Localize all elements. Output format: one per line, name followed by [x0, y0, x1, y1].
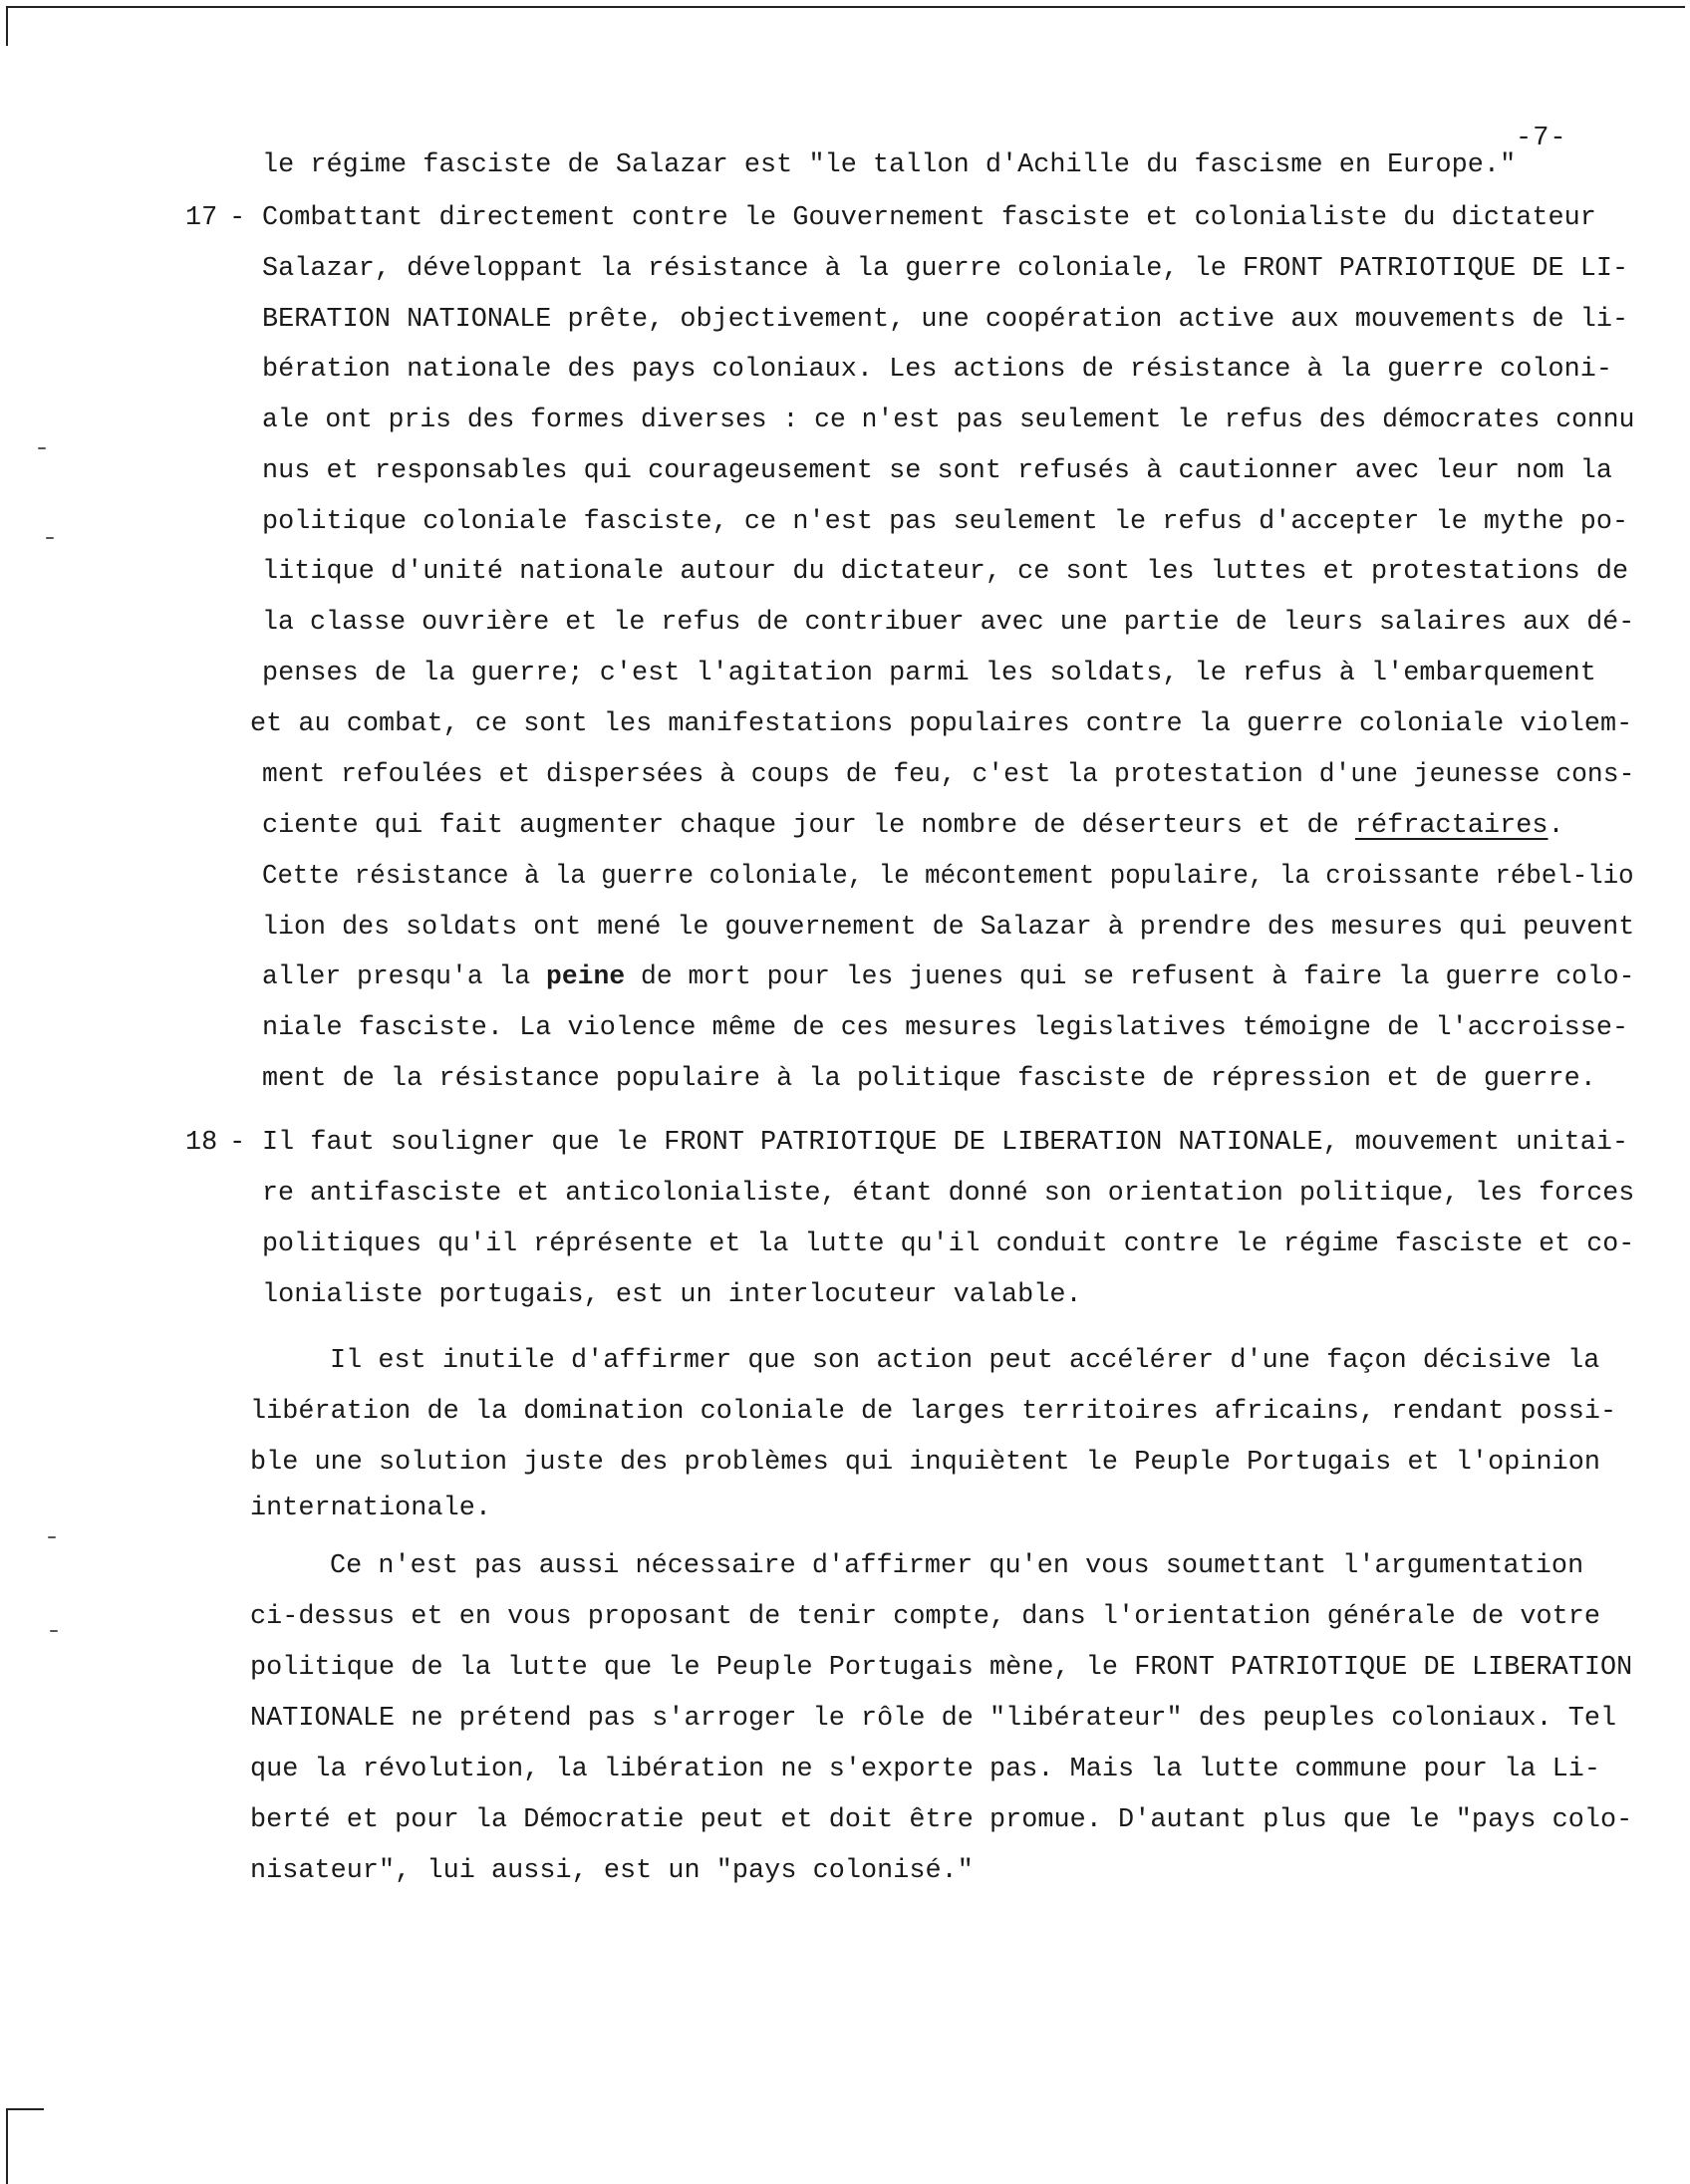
text-line: lonialiste portugais, est un interlocuteur valable.: [262, 1280, 1082, 1310]
overstruck-word: peine: [546, 962, 626, 992]
page-border-bottom: [6, 2108, 44, 2110]
text-line: litique d'unité nationale autour du dictateur, ce sont les luttes et protestations de: [262, 557, 1629, 587]
item-number-18: 18 -: [185, 1128, 246, 1158]
text-line: aller presqu'a la peine de mort pour les juenes qui se refusent à faire la guerre colo-: [262, 962, 1635, 992]
text-line: que la révolution, la libération ne s'exporte pas. Mais la lutte commune pour la Li-: [250, 1755, 1600, 1784]
text-line: politique coloniale fasciste, ce n'est pas seulement le refus d'accepter le mythe po-: [262, 507, 1629, 537]
text-line: libération de la domination coloniale de larges territoires africains, rendant possi-: [250, 1397, 1617, 1427]
page-border-bottom-left: [6, 2108, 8, 2184]
text-line: Cette résistance à la guerre coloniale, le mécontement populaire, la croissante rébel-lio: [262, 862, 1634, 892]
scan-mark: [38, 447, 46, 449]
text-line: penses de la guerre; c'est l'agitation parmi les soldats, le refus à l'embarquement: [262, 659, 1596, 688]
text-line: Ce n'est pas aussi nécessaire d'affirmer qu'en vous soumettant l'argumentation: [330, 1551, 1584, 1581]
text-line: lion des soldats ont mené le gouvernement de Salazar à prendre des mesures qui peuvent: [262, 913, 1635, 943]
text-line: Combattant directement contre le Gouvernement fasciste et colonialiste du dictateur: [262, 203, 1596, 233]
text-line: ment de la résistance populaire à la politique fasciste de répression et de guerre.: [262, 1064, 1596, 1094]
page-border-top: [6, 6, 1685, 8]
text-line: la classe ouvrière et le refus de contribuer avec une partie de leurs salaires aux dé-: [262, 608, 1635, 638]
text-line: Salazar, développant la résistance à la guerre coloniale, le FRONT PATRIOTIQUE DE LI-: [262, 254, 1629, 284]
underlined-word: réfractaires: [1354, 811, 1549, 841]
text-line: et au combat, ce sont les manifestations populaires contre la guerre coloniale violem-: [250, 709, 1633, 739]
text-line: berté et pour la Démocratie peut et doit être promue. D'autant plus que le "pays colo-: [250, 1805, 1633, 1835]
scan-mark: [50, 1630, 58, 1632]
text-line: BERATION NATIONALE prête, objectivement, une coopération active aux mouvements de li-: [262, 305, 1629, 335]
text-line: bération nationale des pays coloniaux. Les actions de résistance à la guerre coloni-: [262, 355, 1612, 385]
text-line: ale ont pris des formes diverses : ce n'est pas seulement le refus des démocrates connu: [262, 406, 1635, 435]
text-line: ment refoulées et dispersées à coups de feu, c'est la protestation d'une jeunesse cons-: [262, 760, 1635, 790]
page-border-top-left: [6, 6, 8, 46]
text-line: nisateur", lui aussi, est un "pays colonisé.": [250, 1856, 974, 1886]
scan-mark: [48, 1536, 56, 1538]
text-line: internationale.: [250, 1494, 491, 1523]
scan-mark: [46, 537, 54, 539]
text-line: le régime fasciste de Salazar est "le tallon d'Achille du fascisme en Europe.": [262, 150, 1517, 180]
text-line: re antifasciste et anticolonialiste, étant donné son orientation politique, les forces: [262, 1179, 1635, 1209]
page-number: -7-: [1516, 124, 1567, 153]
text-line: NATIONALE ne prétend pas s'arroger le rôle de "libérateur" des peuples coloniaux. Tel: [250, 1704, 1617, 1734]
item-number-17: 17 -: [185, 203, 246, 233]
text-line: ci-dessus et en vous proposant de tenir compte, dans l'orientation générale de votre: [250, 1602, 1600, 1632]
text-line: nus et responsables qui courageusement se sont refusés à cautionner avec leur nom la: [262, 456, 1612, 486]
text-line: ciente qui fait augmenter chaque jour le nombre de déserteurs et de réfractaires.: [262, 811, 1564, 841]
text-line: politiques qu'il réprésente et la lutte qu'il conduit contre le régime fasciste et co-: [262, 1229, 1635, 1259]
text-line: ble une solution juste des problèmes qui inquiètent le Peuple Portugais et l'opinion: [250, 1448, 1600, 1478]
text-line: Il faut souligner que le FRONT PATRIOTIQUE DE LIBERATION NATIONALE, mouvement unitai-: [262, 1128, 1629, 1158]
text-line: niale fasciste. La violence même de ces mesures legislatives témoigne de l'accroisse-: [262, 1013, 1629, 1043]
text-line: Il est inutile d'affirmer que son action peut accélérer d'une façon décisive la: [330, 1346, 1600, 1376]
text-line: politique de la lutte que le Peuple Portugais mène, le FRONT PATRIOTIQUE DE LIBERATION: [250, 1653, 1633, 1683]
